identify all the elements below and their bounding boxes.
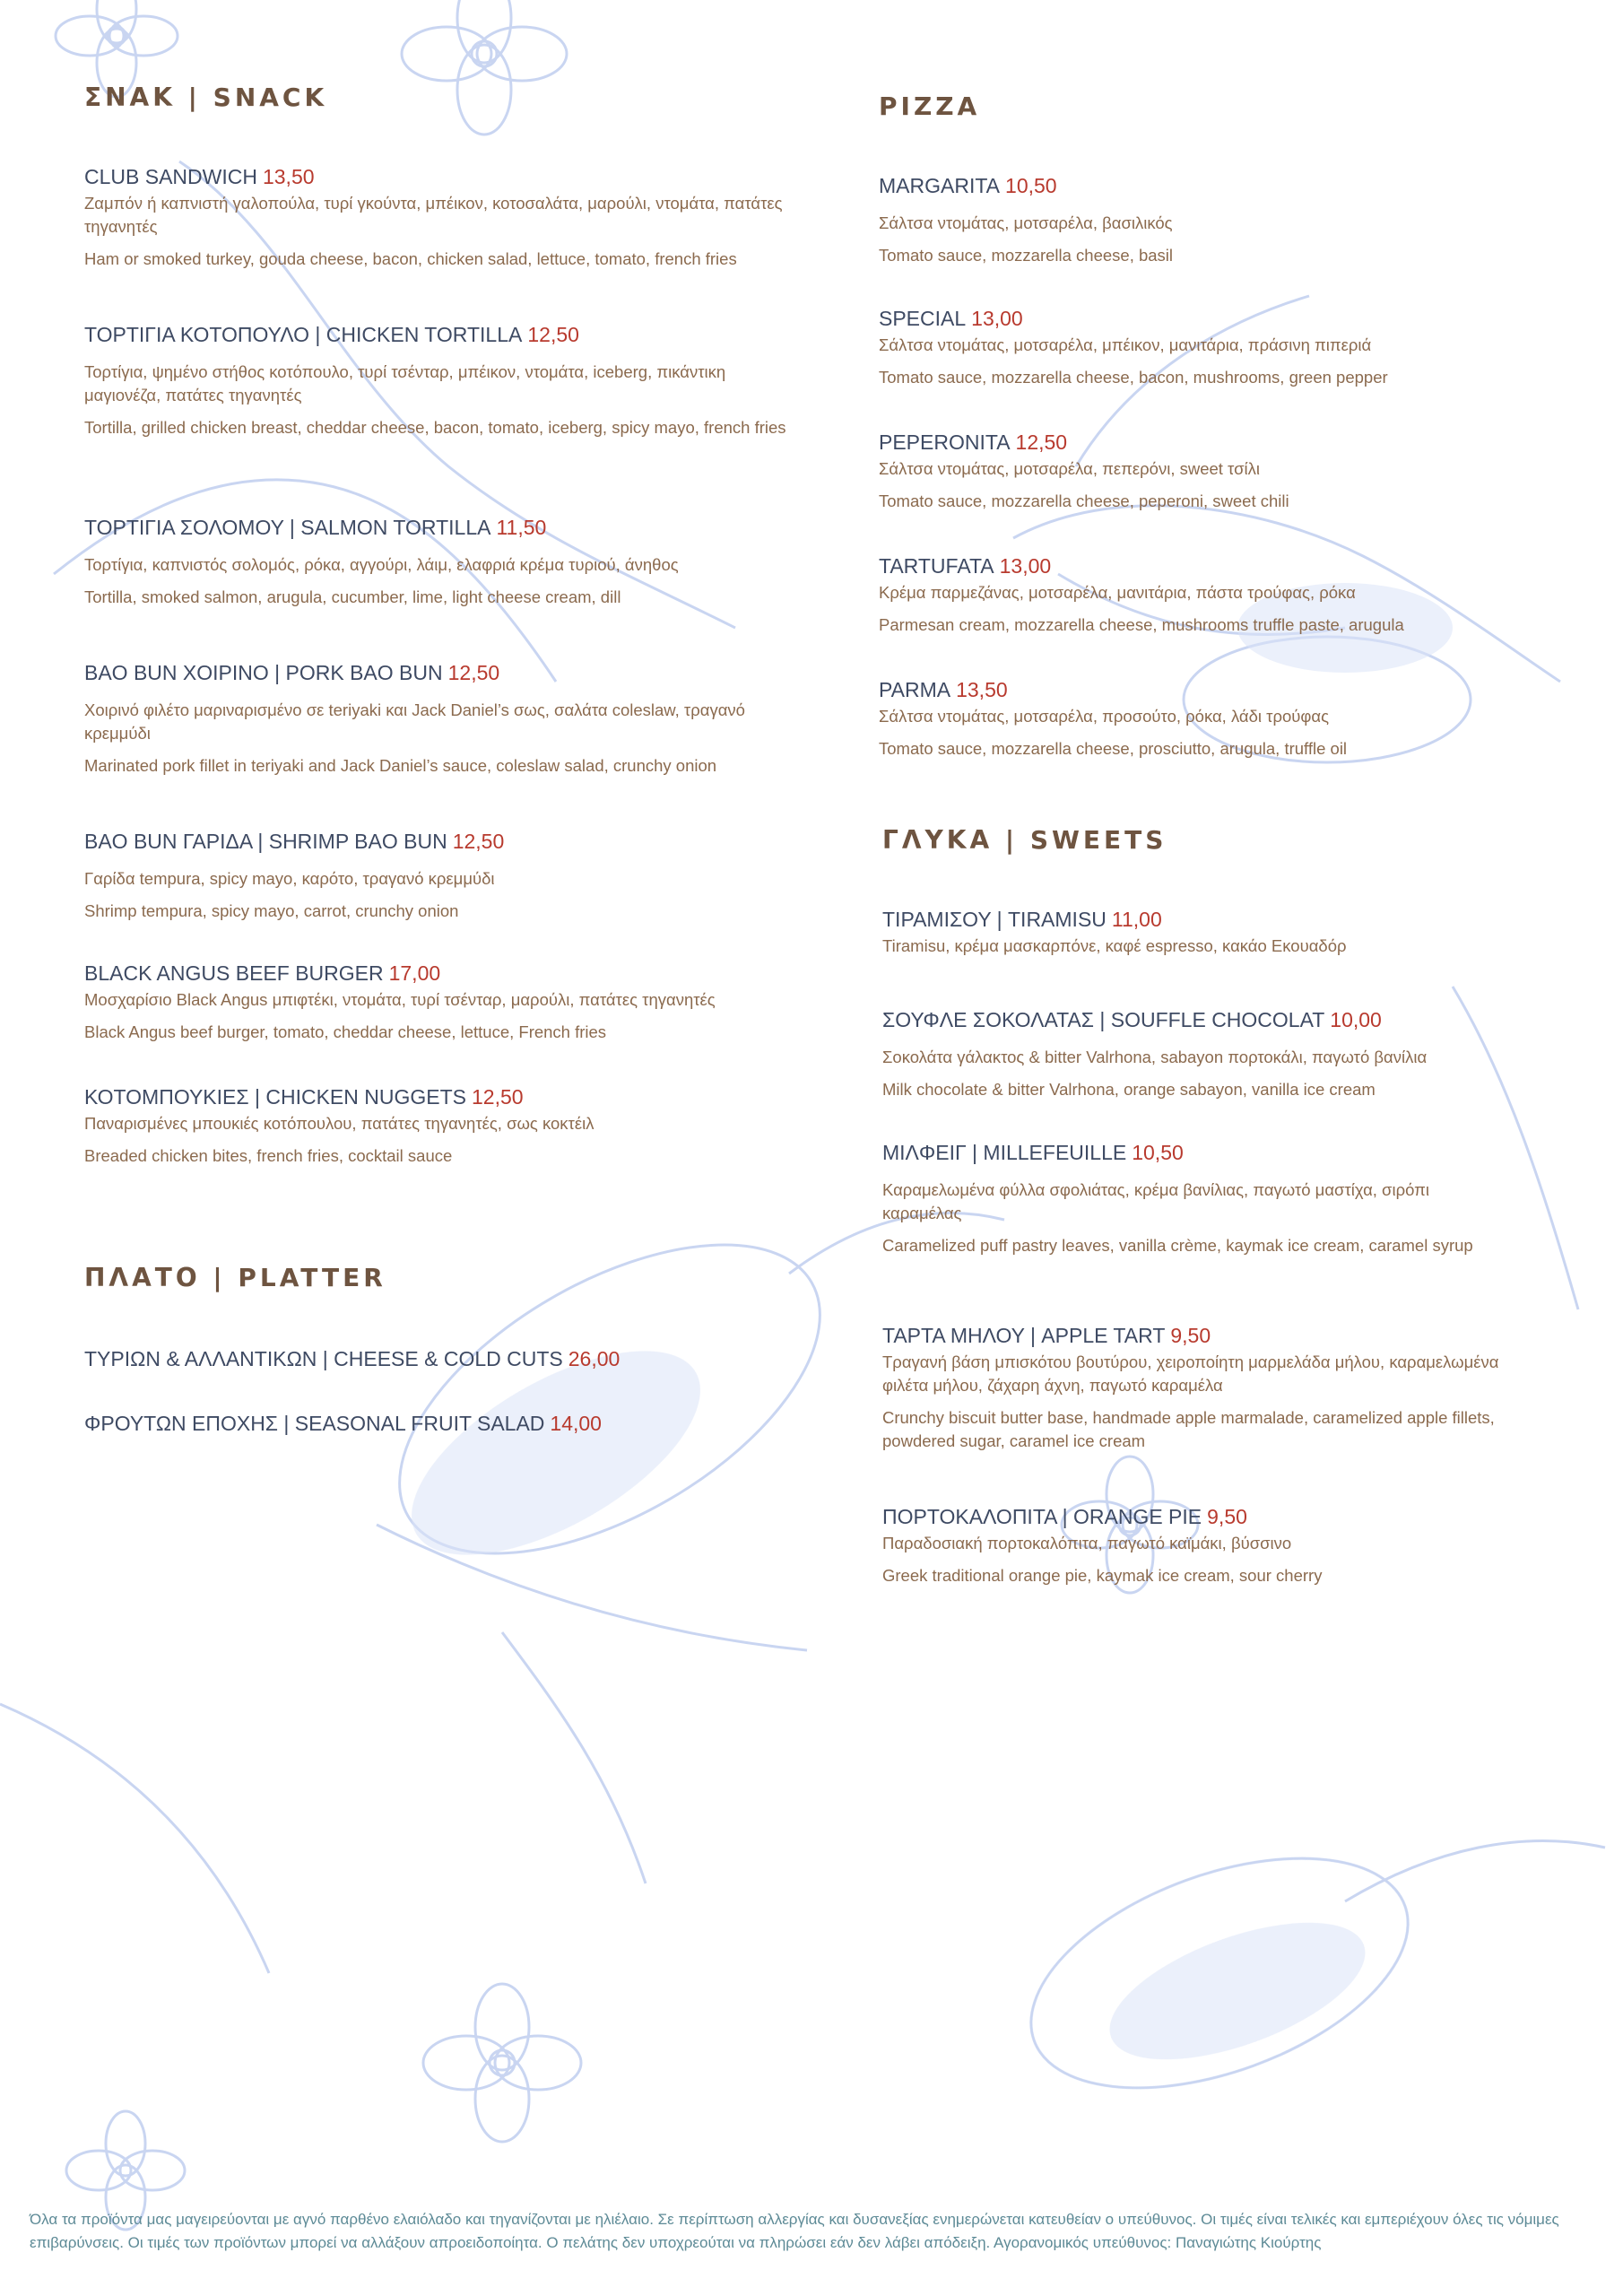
item-price: 12,50 xyxy=(452,830,505,853)
item-description-gr: Χοιρινό φιλέτο μαριναρισμένο σε teriyaki και Jack Daniel’s σως, σαλάτα coleslaw, τραγανό κρεμμύδι xyxy=(84,700,745,743)
menu-item xyxy=(882,1006,1501,1101)
menu-item xyxy=(879,305,1497,389)
item-name: TARTUFATA xyxy=(879,554,994,578)
item-description-en: Tomato sauce, mozzarella cheese, bacon, mushrooms, green pepper xyxy=(879,368,1388,387)
item-description-gr: Σάλτσα ντομάτας, μοτσαρέλα, πεπερόνι, sweet τσίλι xyxy=(879,459,1260,478)
menu-item xyxy=(882,1322,1501,1453)
item-name: PARMA xyxy=(879,678,951,701)
item-name: ΤΙΡΑΜΙΣΟΥ | TIRAMISU xyxy=(882,908,1107,931)
item-name: ΤΟΡΤΙΓΙΑ ΣΟΛΟΜΟΥ | SALMON TORTILLA xyxy=(84,516,491,539)
menu-item xyxy=(84,514,802,609)
item-description-en: Greek traditional orange pie, kaymak ice cream, sour cherry xyxy=(882,1566,1323,1585)
menu-item xyxy=(879,172,1497,267)
menu-item xyxy=(84,1345,802,1372)
item-description-en: Ham or smoked turkey, gouda cheese, bacon, chicken salad, lettuce, tomato, french fries xyxy=(84,249,737,268)
item-name: ΤΟΡΤΙΓΙΑ ΚΟΤΟΠΟΥΛΟ | CHICKEN TORTILLA xyxy=(84,323,523,346)
menu-item xyxy=(879,676,1497,761)
item-description-gr: Τορτίγια, ψημένο στήθος κοτόπουλο, τυρί τσένταρ, μπέικον, ντομάτα, iceberg, πικάντικη μαγιονέζα, πατάτες τηγανητές xyxy=(84,362,726,404)
item-name: ΚΟΤΟΜΠΟΥΚΙΕΣ | CHICKEN NUGGETS xyxy=(84,1085,466,1109)
item-price: 13,50 xyxy=(956,678,1008,701)
menu-item xyxy=(882,1139,1501,1257)
item-price: 11,00 xyxy=(1111,908,1162,931)
item-description-en: Breaded chicken bites, french fries, cocktail sauce xyxy=(84,1146,453,1165)
item-description-gr: Γαρίδα tempura, spicy mayo, καρότο, τραγανό κρεμμύδι xyxy=(84,869,495,888)
item-price: 14,00 xyxy=(550,1412,602,1435)
item-name: BAO BUN ΧΟΙΡΙΝΟ | PORK BAO BUN xyxy=(84,661,443,684)
item-price: 12,50 xyxy=(471,1085,524,1109)
item-name: ΠΟΡΤΟΚΑΛΟΠΙΤΑ | ORANGE PIE xyxy=(882,1505,1202,1528)
item-description-gr: Σάλτσα ντομάτας, μοτσαρέλα, βασιλικός xyxy=(879,213,1173,232)
item-description-en: Parmesan cream, mozzarella cheese, mushrooms truffle paste, arugula xyxy=(879,615,1404,634)
item-price: 10,50 xyxy=(1005,174,1057,197)
item-description-gr: Παραδοσιακή πορτοκαλόπιτα, παγωτό καϊμάκι, βύσσινο xyxy=(882,1534,1292,1552)
item-description-en: Shrimp tempura, spicy mayo, carrot, crunchy onion xyxy=(84,901,459,920)
item-price: 11,50 xyxy=(496,516,547,539)
item-description-en: Tomato sauce, mozzarella cheese, peperoni, sweet chili xyxy=(879,491,1289,510)
item-description-en: Tomato sauce, mozzarella cheese, basil xyxy=(879,246,1174,265)
item-name: ΤΑΡΤΑ ΜΗΛΟΥ | APPLE TART xyxy=(882,1324,1166,1347)
menu-item xyxy=(84,960,802,1044)
item-description-gr: Σάλτσα ντομάτας, μοτσαρέλα, προσούτο, ρόκα, λάδι τρούφας xyxy=(879,707,1330,726)
item-description-gr: Τραγανή βάση μπισκότου βουτύρου, χειροποίητη μαρμελάδα μήλου, καραμελωμένα φιλέτα μήλου, ζάχαρη άχνη, παγωτό καραμέλα xyxy=(882,1352,1499,1395)
section-title-platter: ΠΛΑΤΟ | PLATTER xyxy=(84,1263,386,1292)
item-price: 13,00 xyxy=(971,307,1023,330)
item-name: BAO BUN ΓΑΡΙΔΑ | SHRIMP BAO BUN xyxy=(84,830,447,853)
menu-item xyxy=(84,163,802,271)
item-price: 13,00 xyxy=(999,554,1052,578)
item-name: ΜΙΛΦΕΙΓ | MILLEFEUILLE xyxy=(882,1141,1127,1164)
item-price: 10,50 xyxy=(1132,1141,1184,1164)
item-description-gr: Μοσχαρίσιο Black Angus μπιφτέκι, ντομάτα, τυρί τσένταρ, μαρούλι, πατάτες τηγανητές xyxy=(84,990,716,1009)
item-price: 10,00 xyxy=(1330,1008,1382,1031)
item-description-gr: Κρέμα παρμεζάνας, μοτσαρέλα, μανιτάρια, πάστα τρούφας, ρόκα xyxy=(879,583,1356,602)
item-name: PEPERONITA xyxy=(879,430,1011,454)
menu-item xyxy=(84,1083,802,1168)
item-description-gr: Τορτίγια, καπνιστός σολομός, ρόκα, αγγούρι, λάιμ, ελαφριά κρέμα τυριού, άνηθος xyxy=(84,555,679,574)
item-price: 12,50 xyxy=(447,661,500,684)
item-name: BLACK ANGUS BEEF BURGER xyxy=(84,961,384,985)
legal-footer: Όλα τα προϊόντα μας μαγειρεύονται με αγνό παρθένο ελαιόλαδο και τηγανίζονται με ηλιέλαιο. Σε περίπτωση αλλεργίας και δυσανεξίας ενημερώνεται κατευθείαν ο υπεύθυνος. Οι τιμές είναι τελικές και εμπεριέχουν όλες τις νόμιμες επιβαρύνσεις. Οι τιμές των προϊόντων μπορεί να αλλάξουν απροειδοποίητα. Ο πελάτης δεν υποχρεούται να πληρώσει εάν δεν λάβει απόδειξη. Αγορανομικός υπεύθυνος: Παναγιώτης Κιούρτης xyxy=(30,2211,1559,2251)
item-description-en: Black Angus beef burger, tomato, cheddar cheese, lettuce, French fries xyxy=(84,1022,607,1041)
item-price: 12,50 xyxy=(1015,430,1068,454)
item-description-gr: Παναρισμένες μπουκιές κοτόπουλου, πατάτες τηγανητές, σως κοκτέιλ xyxy=(84,1114,595,1133)
menu-item xyxy=(84,828,802,923)
item-description-en: Milk chocolate & bitter Valrhona, orange sabayon, vanilla ice cream xyxy=(882,1080,1376,1099)
menu-item xyxy=(882,1503,1501,1587)
menu-item xyxy=(84,1410,802,1437)
item-price: 26,00 xyxy=(568,1347,621,1370)
item-price: 17,00 xyxy=(388,961,441,985)
item-price: 13,50 xyxy=(262,165,315,188)
item-description-en: Tomato sauce, mozzarella cheese, prosciutto, arugula, truffle oil xyxy=(879,739,1348,758)
item-price: 9,50 xyxy=(1207,1505,1247,1528)
item-description-gr: Σάλτσα ντομάτας, μοτσαρέλα, μπέικον, μανιτάρια, πράσινη πιπεριά xyxy=(879,335,1372,354)
item-name: MARGARITA xyxy=(879,174,1001,197)
item-description-gr: Ζαμπόν ή καπνιστή γαλοπούλα, τυρί γκούντα, μπέικον, κοτοσαλάτα, μαρούλι, ντομάτα, πατάτες τηγανητές xyxy=(84,194,783,236)
item-price: 9,50 xyxy=(1170,1324,1211,1347)
item-name: ΦΡΟΥΤΩΝ ΕΠΟΧΗΣ | SEASONAL FRUIT SALAD xyxy=(84,1412,545,1435)
item-description-en: Tortilla, smoked salmon, arugula, cucumber, lime, light cheese cream, dill xyxy=(84,587,621,606)
item-description-gr: Καραμελωμένα φύλλα σφολιάτας, κρέμα βανίλιας, παγωτό μαστίχα, σιρόπι καραμέλας xyxy=(882,1180,1430,1222)
item-description-en: Marinated pork fillet in teriyaki and Jack Daniel’s sauce, coleslaw salad, crunchy onion xyxy=(84,756,717,775)
item-description-gr: Σοκολάτα γάλακτος & bitter Valrhona, sabayon πορτοκάλι, παγωτό βανίλια xyxy=(882,1048,1428,1066)
item-name: CLUB SANDWICH xyxy=(84,165,257,188)
section-title-sweets: ΓΛΥΚΑ | SWEETS xyxy=(882,825,1167,855)
item-name: ΣΟΥΦΛΕ ΣΟΚΟΛΑΤΑΣ | SOUFFLE CHOCOLAT xyxy=(882,1008,1325,1031)
item-price: 12,50 xyxy=(527,323,579,346)
item-description-en: Caramelized puff pastry leaves, vanilla crème, kaymak ice cream, caramel syrup xyxy=(882,1236,1473,1255)
section-title-snack: ΣΝΑΚ | SNACK xyxy=(84,83,328,112)
section-title-pizza: PIZZA xyxy=(879,91,981,121)
menu-item xyxy=(84,321,802,439)
item-description-en: Crunchy biscuit butter base, handmade apple marmalade, caramelized apple fillets, powdered sugar, caramel ice cream xyxy=(882,1408,1495,1450)
item-name: SPECIAL xyxy=(879,307,967,330)
item-description-gr: Tiramisu, κρέμα μασκαρπόνε, καφέ espresso, κακάο Εκουαδόρ xyxy=(882,936,1347,955)
menu-item xyxy=(879,429,1497,513)
menu-item xyxy=(882,906,1501,958)
item-name: ΤΥΡΙΩΝ & ΑΛΛΑΝΤΙΚΩΝ | CHEESE & COLD CUTS xyxy=(84,1347,563,1370)
item-description-en: Tortilla, grilled chicken breast, cheddar cheese, bacon, tomato, iceberg, spicy mayo, french fries xyxy=(84,418,786,437)
menu-item xyxy=(879,552,1497,637)
menu-item xyxy=(84,659,802,778)
